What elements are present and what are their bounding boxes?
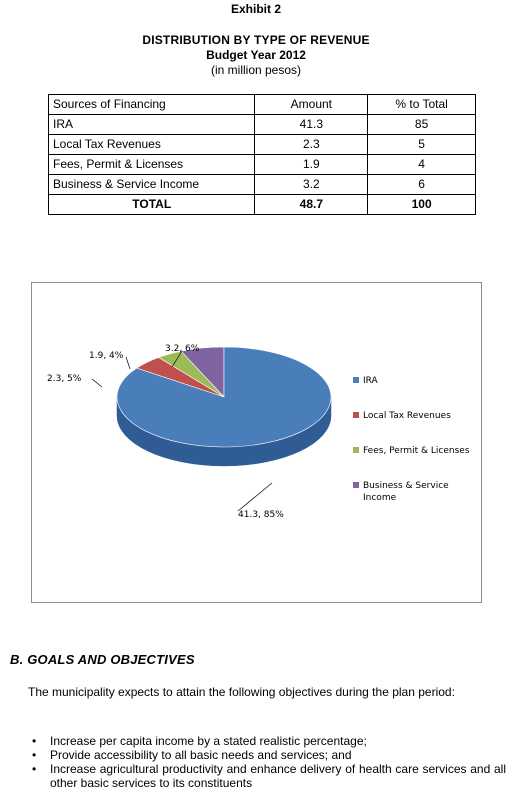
total-label: TOTAL [49, 195, 255, 215]
bullet-icon: • [32, 762, 37, 776]
objectives-list [28, 734, 506, 790]
list-item-text: Provide accessibility to all basic needs and services; and [50, 748, 352, 762]
cell-percent: 4 [368, 155, 476, 175]
table-header-row [49, 95, 476, 115]
legend-swatch [353, 377, 359, 383]
list-item [28, 762, 506, 790]
bullet-icon: • [32, 748, 37, 762]
list-item-text: Increase agricultural productivity and enhance delivery of health care services and all other basic services to its constituents [50, 762, 506, 790]
data-label: 3.2, 6% [165, 344, 200, 354]
data-label: 2.3, 5% [47, 374, 82, 384]
table-row [49, 155, 476, 175]
legend-entry: IRA [363, 376, 378, 386]
legend-entry: Local Tax Revenues [363, 411, 451, 421]
list-item [28, 734, 506, 748]
legend-entry: Business & Service Income [363, 481, 449, 503]
table-title: DISTRIBUTION BY TYPE OF REVENUE [142, 33, 370, 47]
cell-amount: 3.2 [255, 175, 368, 195]
table-row [49, 135, 476, 155]
cell-source: IRA [49, 115, 255, 135]
table-subtitle: Budget Year 2012 [206, 48, 306, 62]
header-amount: Amount [255, 95, 368, 115]
cell-percent: 6 [368, 175, 476, 195]
cell-percent: 85 [368, 115, 476, 135]
list-item [28, 748, 506, 762]
cell-amount: 1.9 [255, 155, 368, 175]
legend-swatch [353, 482, 359, 488]
exhibit-label: Exhibit 2 [230, 2, 281, 16]
table-row [49, 175, 476, 195]
cell-source: Fees, Permit & Licenses [49, 155, 255, 175]
section-heading: B. GOALS AND OBJECTIVES [10, 652, 195, 667]
cell-source: Business & Service Income [49, 175, 255, 195]
header-percent: % to Total [368, 95, 476, 115]
table-row [49, 115, 476, 135]
data-label-leader [238, 483, 272, 511]
cell-amount: 2.3 [255, 135, 368, 155]
legend-entry: Fees, Permit & Licenses [363, 446, 470, 456]
total-percent: 100 [368, 195, 476, 215]
header-sources: Sources of Financing [49, 95, 255, 115]
section-intro: The municipality expects to attain the following objectives during the plan period: [28, 685, 455, 699]
cell-percent: 5 [368, 135, 476, 155]
table-unit: (in million pesos) [210, 63, 302, 77]
data-label: 1.9, 4% [89, 351, 124, 361]
data-label: 41.3, 85% [238, 510, 284, 520]
data-label-leader [126, 357, 130, 369]
pie-chart-frame [31, 282, 482, 603]
bullet-icon: • [32, 734, 37, 748]
cell-source: Local Tax Revenues [49, 135, 255, 155]
total-amount: 48.7 [255, 195, 368, 215]
table-total-row [49, 195, 476, 215]
legend-swatch [353, 447, 359, 453]
revenue-table [48, 94, 476, 215]
pie-chart [32, 283, 481, 602]
cell-amount: 41.3 [255, 115, 368, 135]
legend-swatch [353, 412, 359, 418]
list-item-text: Increase per capita income by a stated realistic percentage; [50, 734, 367, 748]
data-label-leader [92, 379, 102, 387]
